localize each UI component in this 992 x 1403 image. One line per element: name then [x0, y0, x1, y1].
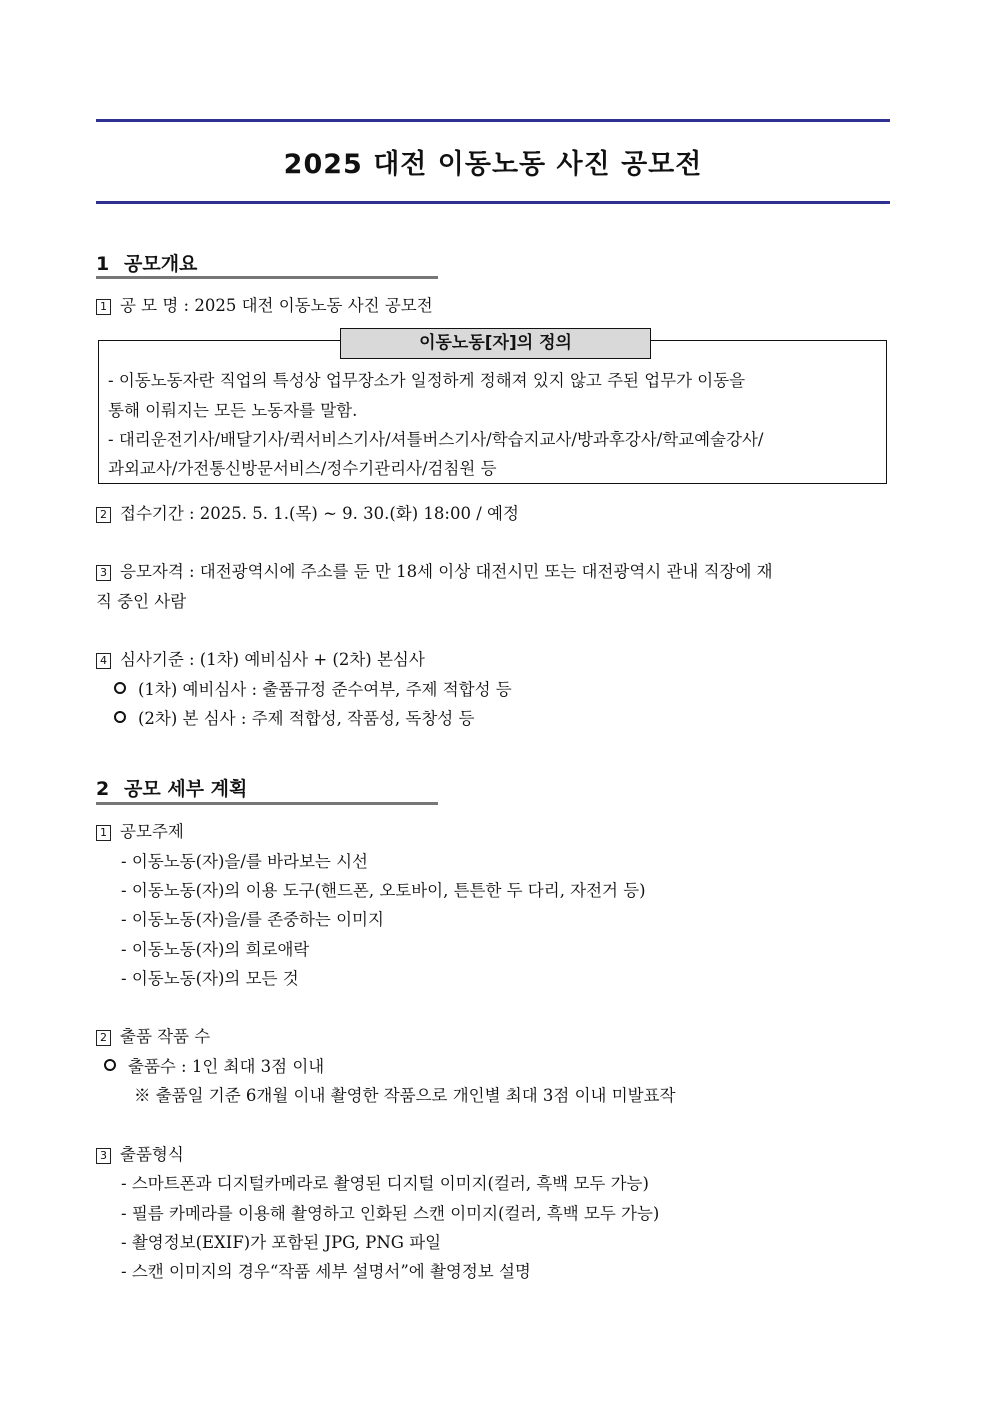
item-text: 접수기간 : 2025. 5. 1.(목) ~ 9. 30.(화) 18:00 / 예정	[120, 504, 519, 523]
section-title: 공모개요	[124, 253, 198, 275]
section-2-underline	[96, 802, 438, 805]
section-2-heading	[96, 774, 247, 801]
count-sub-item	[104, 1053, 324, 1077]
format-list-item: - 스마트폰과 디지털카메라로 촬영된 디지털 이미지(컬러, 흑백 모두 가능)	[121, 1174, 649, 1193]
section-1-underline	[96, 276, 438, 279]
format-list-item: - 스캔 이미지의 경우“작품 세부 설명서”에 촬영정보 설명	[121, 1262, 531, 1281]
section-number: 1	[96, 253, 110, 275]
theme-list-item: - 이동노동(자)을/를 존중하는 이미지	[121, 910, 384, 929]
circle-bullet-icon	[104, 1059, 116, 1071]
sub-item-text: (2차) 본 심사 : 주제 적합성, 작품성, 독창성 등	[138, 709, 475, 728]
item-number-box: 1	[96, 299, 111, 315]
item-text: 응모자격 : 대전광역시에 주소를 둔 만 18세 이상 대전시민 또는 대전광역시 관내 직장에 재	[120, 562, 773, 581]
item-number-box: 3	[96, 1148, 111, 1164]
item-number-box: 1	[96, 825, 111, 841]
theme-list-item: - 이동노동(자)의 모든 것	[121, 969, 299, 988]
format-list-item: - 촬영정보(EXIF)가 포함된 JPG, PNG 파일	[121, 1233, 442, 1252]
theme-list-item: - 이동노동(자)을/를 바라보는 시선	[121, 852, 368, 871]
sub-item-text: 출품수 : 1인 최대 3점 이내	[128, 1057, 325, 1076]
item-eligibility	[96, 558, 773, 582]
definition-line: - 대리운전기사/배달기사/퀵서비스기사/셔틀버스기사/학습지교사/방과후강사/학교예술강사/	[108, 430, 764, 449]
item-eligibility-continued: 직 중인 사람	[96, 592, 187, 611]
definition-line: - 이동노동자란 직업의 특성상 업무장소가 일정하게 정해져 있지 않고 주된 업무가 이동을	[108, 371, 746, 390]
count-note: ※ 출품일 기준 6개월 이내 촬영한 작품으로 개인별 최대 3점 이내 미발표작	[134, 1086, 676, 1105]
definition-line: 통해 이뤄지는 모든 노동자를 말함.	[108, 401, 358, 420]
item-period	[96, 500, 519, 524]
item-text: 출품형식	[120, 1145, 184, 1164]
item-theme	[96, 818, 184, 842]
item-number-box: 2	[96, 507, 111, 523]
circle-bullet-icon	[114, 711, 126, 723]
theme-list-item: - 이동노동(자)의 이용 도구(핸드폰, 오토바이, 튼튼한 두 다리, 자전거 등)	[121, 881, 646, 900]
item-text: 공 모 명 : 2025 대전 이동노동 사진 공모전	[120, 296, 433, 315]
format-list-item: - 필름 카메라를 이용해 촬영하고 인화된 스캔 이미지(컬러, 흑백 모두 가능)	[121, 1204, 660, 1223]
document-title: 2025 대전 이동노동 사진 공모전	[283, 149, 703, 180]
title-bottom-rule	[96, 201, 890, 204]
section-title: 공모 세부 계획	[124, 778, 248, 800]
item-format	[96, 1141, 184, 1165]
criteria-sub-item	[114, 676, 512, 700]
section-number: 2	[96, 778, 110, 800]
circle-bullet-icon	[114, 682, 126, 694]
item-contest-name	[96, 292, 433, 316]
item-text: 출품 작품 수	[120, 1027, 211, 1046]
item-text: 심사기준 : (1차) 예비심사 + (2차) 본심사	[120, 650, 425, 669]
section-1-heading	[96, 249, 197, 276]
item-count	[96, 1023, 210, 1047]
definition-line: 과외교사/가전통신방문서비스/정수기관리사/검침원 등	[108, 459, 497, 478]
theme-list-item: - 이동노동(자)의 희로애락	[121, 940, 310, 959]
item-number-box: 4	[96, 653, 111, 669]
item-criteria	[96, 646, 425, 670]
sub-item-text: (1차) 예비심사 : 출품규정 준수여부, 주제 적합성 등	[138, 680, 512, 699]
definition-label: 이동노동[자]의 정의	[340, 328, 651, 359]
item-number-box: 2	[96, 1030, 111, 1046]
criteria-sub-item	[114, 705, 474, 729]
title-top-rule	[96, 119, 890, 122]
item-number-box: 3	[96, 565, 111, 581]
item-text: 공모주제	[120, 822, 184, 841]
